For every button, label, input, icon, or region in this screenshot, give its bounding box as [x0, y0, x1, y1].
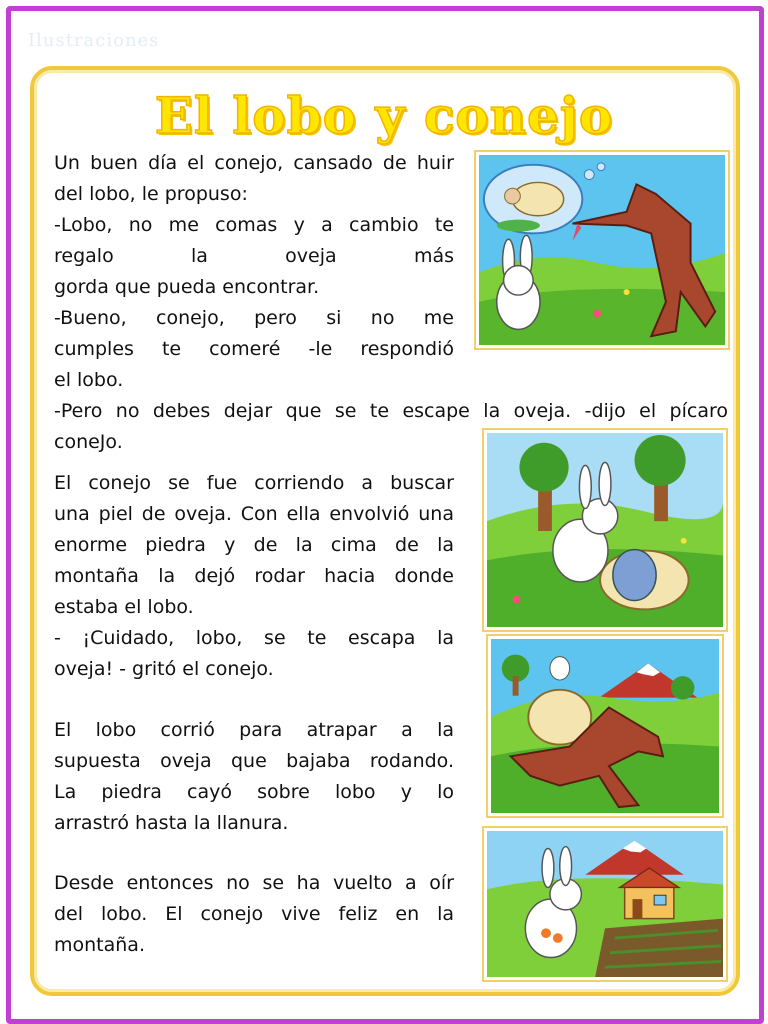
text-line: arrastró hasta la llanura. [54, 812, 289, 834]
text-line: -Pero no debes dejar que se te escape la oveja. -dijo el pícaro [54, 400, 728, 422]
text-line: El conejo se fue corriendo a buscar [54, 472, 454, 494]
paragraph-5 [54, 868, 454, 961]
text-line: montaña la dejó rodar hacia donde [54, 565, 454, 587]
rabbit-home-illustration [482, 826, 728, 982]
wolf-rabbit-dream-sheep-illustration [474, 150, 730, 350]
paragraph-4 [54, 715, 454, 839]
text-line: del lobo, le propuso: [54, 183, 248, 205]
text-line: regalo la oveja más [54, 245, 454, 267]
text-line: enorme piedra y de la cima de la [54, 534, 454, 556]
text-line: oveja! - gritó el conejo. [54, 658, 274, 680]
text-line: supuesta oveja que bajaba rodando. [54, 750, 454, 772]
text-line: estaba el lobo. [54, 596, 194, 618]
text-line: gorda que pueda encontrar. [54, 276, 320, 298]
text-line: -Bueno, conejo, pero si no me [54, 307, 454, 329]
text-line: -Lobo, no me comas y a cambio te [54, 214, 454, 236]
paragraph-3 [54, 468, 454, 685]
text-line: una piel de oveja. Con ella envolvió una [54, 503, 454, 525]
text-line: montaña. [54, 934, 145, 956]
text-line: Un buen día el conejo, cansado de huir [54, 152, 454, 174]
text-line: coneJo. [54, 431, 123, 453]
text-line: El lobo corrió para atrapar a la [54, 719, 454, 741]
faint-watermark: Ilustraciones [28, 30, 160, 51]
rabbit-wrapping-stone-illustration [482, 428, 728, 632]
paragraph-1 [54, 148, 454, 396]
text-line: del lobo. El conejo vive feliz en la [54, 903, 454, 925]
text-line: La piedra cayó sobre lobo y lo [54, 781, 454, 803]
wolf-chasing-stone-illustration [486, 634, 724, 818]
text-line: cumples te comeré -le respondió [54, 338, 454, 360]
text-line: el lobo. [54, 369, 124, 391]
text-line: - ¡Cuidado, lobo, se te escapa la [54, 627, 454, 649]
text-line: Desde entonces no se ha vuelto a oír [54, 872, 454, 894]
story-title: El lobo y conejo [154, 86, 614, 145]
